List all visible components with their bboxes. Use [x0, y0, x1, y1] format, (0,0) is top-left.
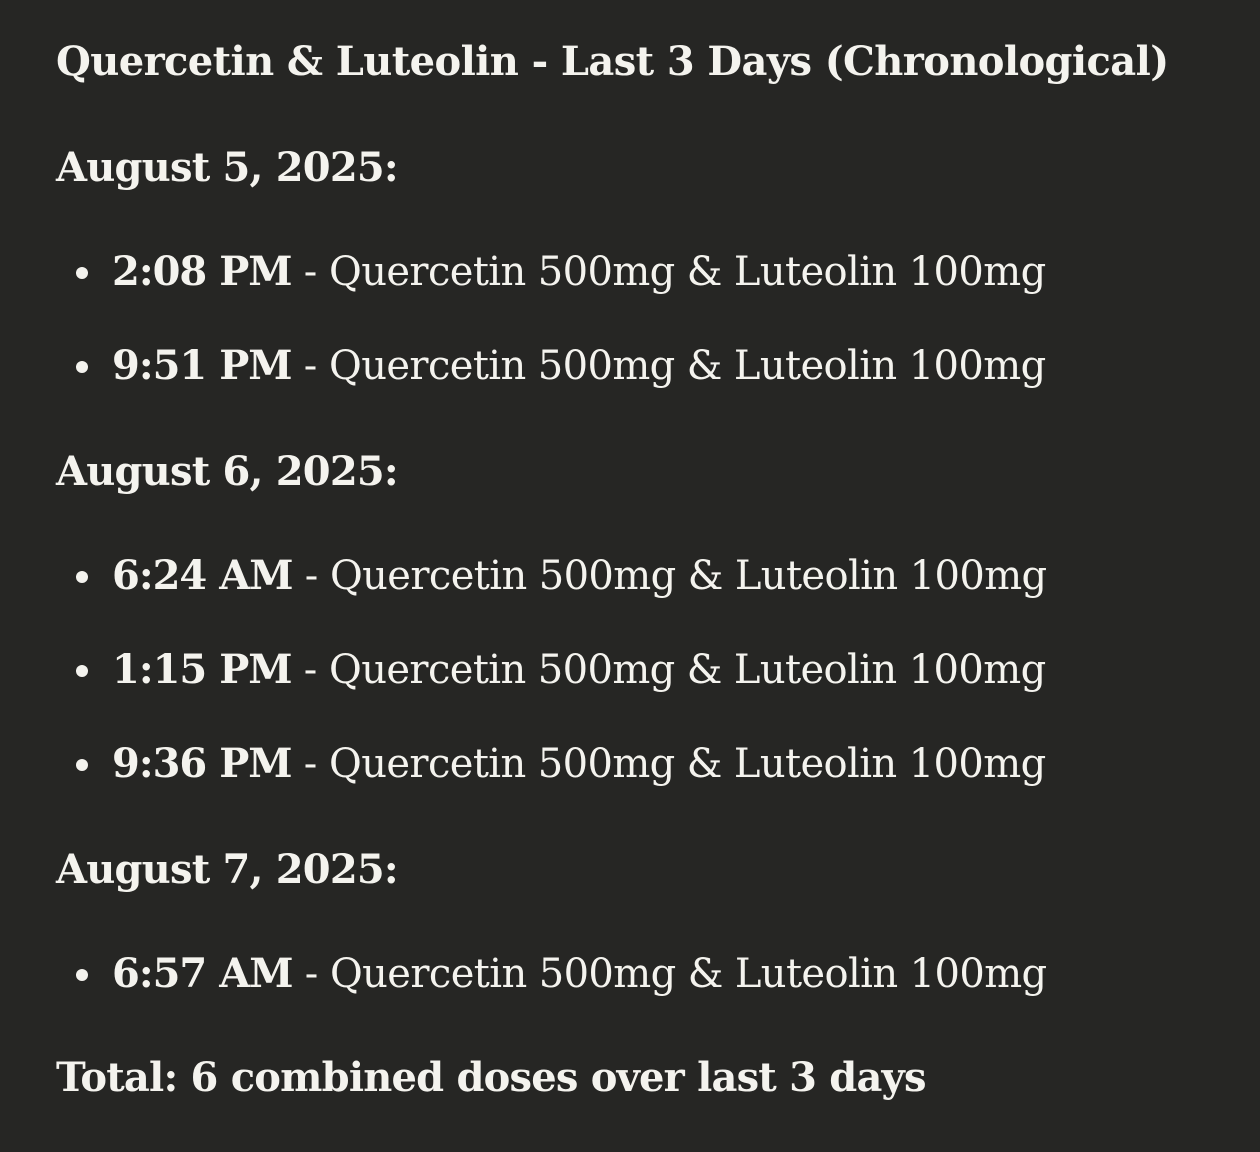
- day-heading: August 5, 2025:: [56, 144, 398, 191]
- day-section-aug-5: [56, 142, 1260, 392]
- day-section-aug-7: [56, 844, 1260, 1000]
- dose-description: Quercetin 500mg & Luteolin 100mg: [329, 553, 1047, 599]
- dose-time: 6:57 AM: [112, 950, 293, 997]
- dose-item: [56, 550, 1260, 602]
- dose-item: [56, 644, 1260, 696]
- day-heading: August 6, 2025:: [56, 448, 398, 495]
- dose-description: Quercetin 500mg & Luteolin 100mg: [329, 741, 1046, 787]
- bullet-icon: [76, 571, 88, 583]
- dose-item: [56, 246, 1260, 298]
- dose-description: Quercetin 500mg & Luteolin 100mg: [329, 249, 1046, 295]
- log-title: Quercetin & Luteolin - Last 3 Days (Chronological): [56, 38, 1169, 85]
- dose-time: 9:51 PM: [112, 342, 292, 389]
- dose-description: Quercetin 500mg & Luteolin 100mg: [329, 951, 1047, 997]
- dose-separator: -: [291, 249, 329, 295]
- total-summary: Total: 6 combined doses over last 3 days: [56, 1054, 926, 1101]
- dose-item: [56, 738, 1260, 790]
- dose-separator: -: [291, 741, 329, 787]
- dose-time: 2:08 PM: [112, 248, 292, 295]
- bullet-icon: [76, 759, 88, 771]
- dose-description: Quercetin 500mg & Luteolin 100mg: [329, 343, 1046, 389]
- dose-description: Quercetin 500mg & Luteolin 100mg: [329, 647, 1046, 693]
- dose-list: [56, 550, 1260, 790]
- day-section-aug-6: [56, 446, 1260, 790]
- bullet-icon: [76, 665, 88, 677]
- dose-time: 9:36 PM: [112, 740, 292, 787]
- dose-separator: -: [292, 951, 330, 997]
- bullet-icon: [76, 361, 88, 373]
- dose-time: 1:15 PM: [112, 646, 292, 693]
- bullet-icon: [76, 969, 88, 981]
- dose-item: [56, 340, 1260, 392]
- dose-separator: -: [291, 647, 329, 693]
- day-heading: August 7, 2025:: [56, 846, 398, 893]
- dose-list: [56, 246, 1260, 392]
- dose-separator: -: [292, 553, 330, 599]
- dose-time: 6:24 AM: [112, 552, 293, 599]
- bullet-icon: [76, 267, 88, 279]
- dose-item: [56, 948, 1260, 1000]
- dose-list: [56, 948, 1260, 1000]
- dose-separator: -: [291, 343, 329, 389]
